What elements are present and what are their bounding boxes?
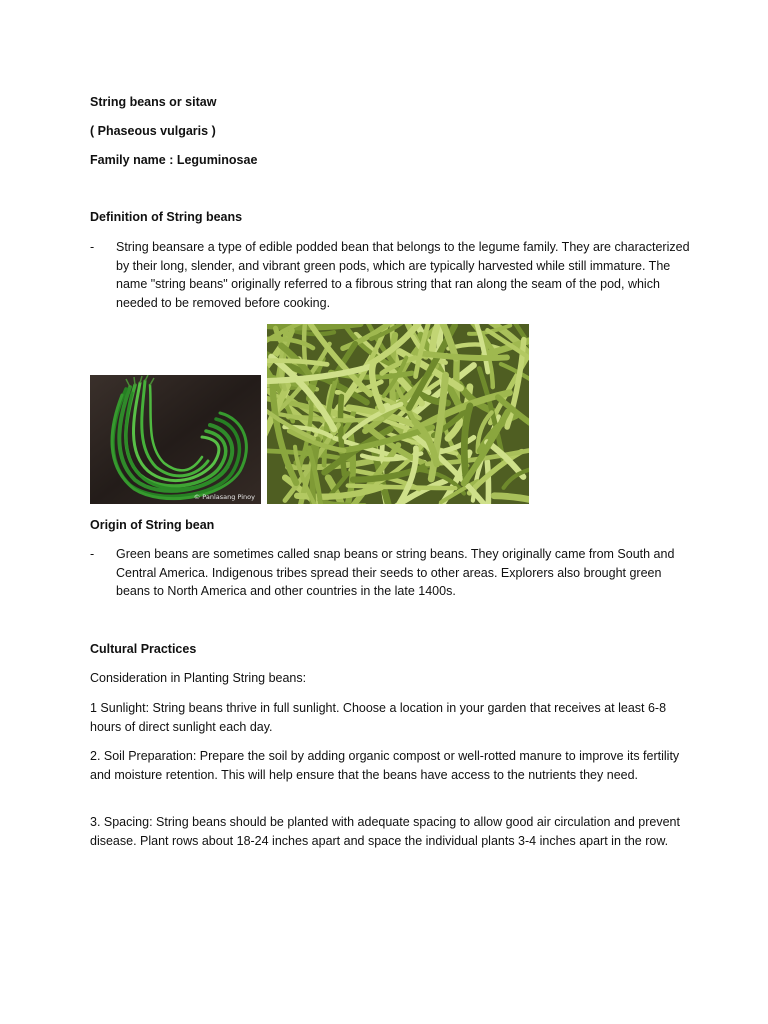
practice-item-sunlight: 1 Sunlight: String beans thrive in full sunlight. Choose a location in your garden that receives at least 6-8 hours of direct sunlight each day. <box>90 701 667 734</box>
long-beans-photo <box>90 375 261 504</box>
bean-stroke <box>487 462 488 504</box>
practice-item-soil: 2. Soil Preparation: Prepare the soil by adding organic compost or well-rotted manure to improve its fertility and moisture retention. This will help ensure that the beans have access to the nutrients they need. <box>90 749 680 782</box>
definition-bullet <box>90 238 690 313</box>
bullet-marker: - <box>90 547 95 561</box>
scientific-name: ( Phaseous vulgaris ) <box>90 124 216 138</box>
family-name: Family name : Leguminosae <box>90 153 258 167</box>
definition-heading: Definition of String beans <box>90 210 243 224</box>
long-beans-illustration <box>90 375 261 504</box>
green-beans-pile-illustration <box>267 324 529 504</box>
green-beans-pile-photo <box>267 324 529 504</box>
photo-credit: © Panlasang Pinoy <box>193 493 255 501</box>
practice-item-spacing: 3. Spacing: String beans should be planted with adequate spacing to allow good air circulation and prevent disease. Plant rows about 18-24 inches apart and space the individual plants 3-4 inches apart in the row. <box>90 815 680 848</box>
origin-bullet <box>90 545 690 601</box>
origin-text: Green beans are sometimes called snap beans or string beans. They originally came from South and Central America. Indigenous tribes spread their seeds to other areas. Explorers also brought green beans to North America and other countries in the late 1400s. <box>116 547 675 599</box>
cultural-heading: Cultural Practices <box>90 642 197 656</box>
doc-title: String beans or sitaw <box>90 95 217 109</box>
bullet-marker: - <box>90 240 95 254</box>
bean-stroke <box>348 486 456 489</box>
cultural-intro: Consideration in Planting String beans: <box>90 671 307 685</box>
origin-heading: Origin of String bean <box>90 518 215 532</box>
definition-text: String beansare a type of edible podded bean that belongs to the legume family. They are characterized by their long, slender, and vibrant green pods, which are typically harvested while still immature. The name "string beans" originally referred to a fibrous string that ran along the seam of the pod, which needed to be removed before cooking. <box>116 240 690 311</box>
